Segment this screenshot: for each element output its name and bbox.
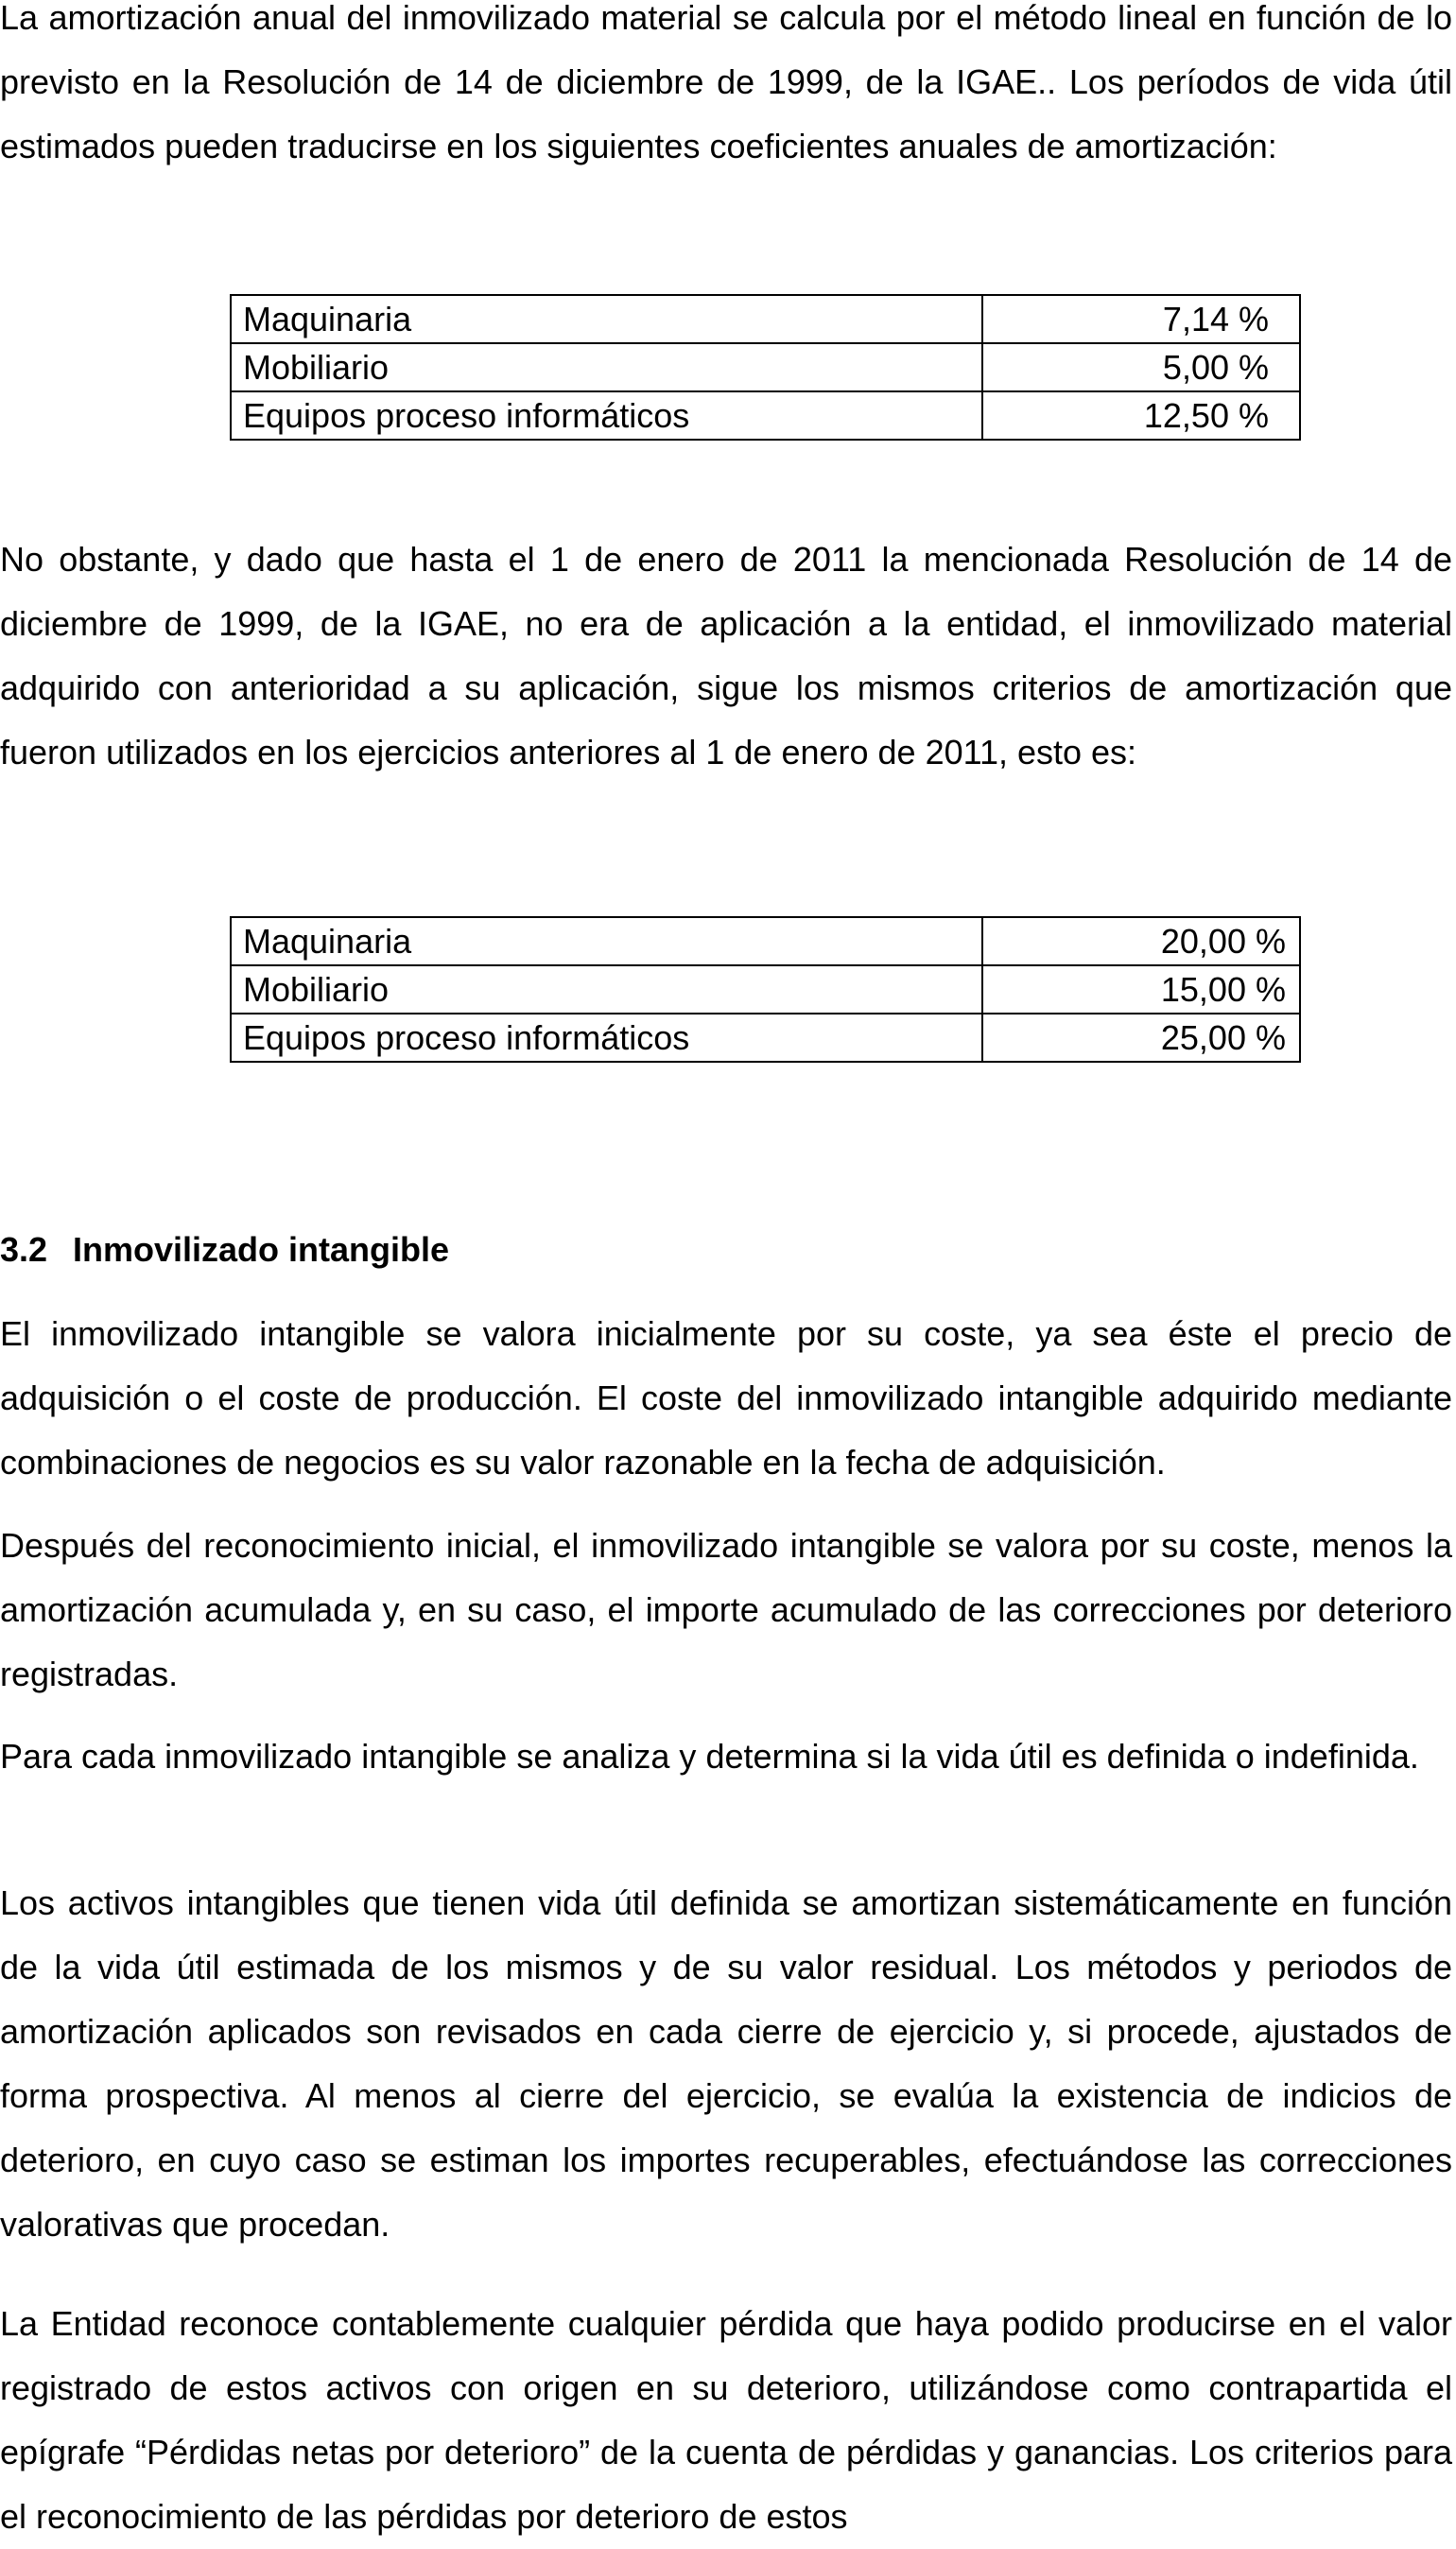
paragraph-impairment-losses: La Entidad reconoce contablemente cualquier pérdida que haya podido producirse en el valor registrado de estos activos con origen en su deterioro, utilizándose como contrapartida el epígrafe “Pérdidas netas por deterioro” de la cuenta de pérdidas y ganancias. Los criterios para el reconocimiento de las pérdidas por deterioro de estos [0,2304,1452,2536]
section-title: Inmovilizado intangible [73,1230,450,1269]
table-cell-value: 5,00 % [982,343,1300,391]
table-row [231,391,1300,440]
table-cell-label: Equipos proceso informáticos [231,1014,982,1062]
paragraph-subsequent-valuation: Después del reconocimiento inicial, el inmovilizado intangible se valora por su coste, menos la amortización acumulada y, en su caso, el importe acumulado de las correcciones por deterioro registradas. [0,1526,1452,1693]
table-row [231,295,1300,343]
paragraph-initial-valuation: El inmovilizado intangible se valora inicialmente por su coste, ya sea éste el precio de adquisición o el coste de producción. El coste del inmovilizado intangible adquirido mediante combinaciones de negocios es su valor razonable en la fecha de adquisición. [0,1314,1452,1482]
table-row [231,965,1300,1014]
table-cell-label: Equipos proceso informáticos [231,391,982,440]
paragraph-definite-life-amortization: Los activos intangibles que tienen vida útil definida se amortizan sistemáticamente en función de la vida útil estimada de los mismos y de su valor residual. Los métodos y periodos de amortización aplicados son revisados en cada cierre de ejercicio y, si procede, ajustados de forma prospectiva. Al menos al cierre del ejercicio, se evalúa la existencia de indicios de deterioro, en cuyo caso se estiman los importes recuperables, efectuándose las correcciones valorativas que procedan. [0,1883,1452,2244]
table-cell-label: Maquinaria [231,295,982,343]
section-number: 3.2 [0,1230,48,1269]
table-cell-value: 20,00 % [982,917,1300,965]
table-row [231,1014,1300,1062]
table-row [231,917,1300,965]
prior-amortization-rates-table [230,916,1301,1063]
section-heading [0,1222,449,1278]
table-cell-label: Mobiliario [231,965,982,1014]
amortization-rates-table [230,294,1301,441]
paragraph-prior-criteria: No obstante, y dado que hasta el 1 de enero de 2011 la mencionada Resolución de 14 de diciembre de 1999, de la IGAE, no era de aplicación a la entidad, el inmovilizado material adquirido con anterioridad a su aplicación, sigue los mismos criterios de amortización que fueron utilizados en los ejercicios anteriores al 1 de enero de 2011, esto es: [0,540,1452,772]
paragraph-amortization-method: La amortización anual del inmovilizado material se calcula por el método lineal en función de lo previsto en la Resolución de 14 de diciembre de 1999, de la IGAE.. Los períodos de vida útil estimados pueden traducirse en los siguientes coeficientes anuales de amortización: [0,0,1452,165]
table-cell-value: 7,14 % [982,295,1300,343]
table-cell-label: Mobiliario [231,343,982,391]
table-cell-value: 12,50 % [982,391,1300,440]
paragraph-useful-life: Para cada inmovilizado intangible se analiza y determina si la vida útil es definida o indefinida. [0,1737,1419,1776]
table-cell-label: Maquinaria [231,917,982,965]
table-cell-value: 25,00 % [982,1014,1300,1062]
table-cell-value: 15,00 % [982,965,1300,1014]
table-row [231,343,1300,391]
